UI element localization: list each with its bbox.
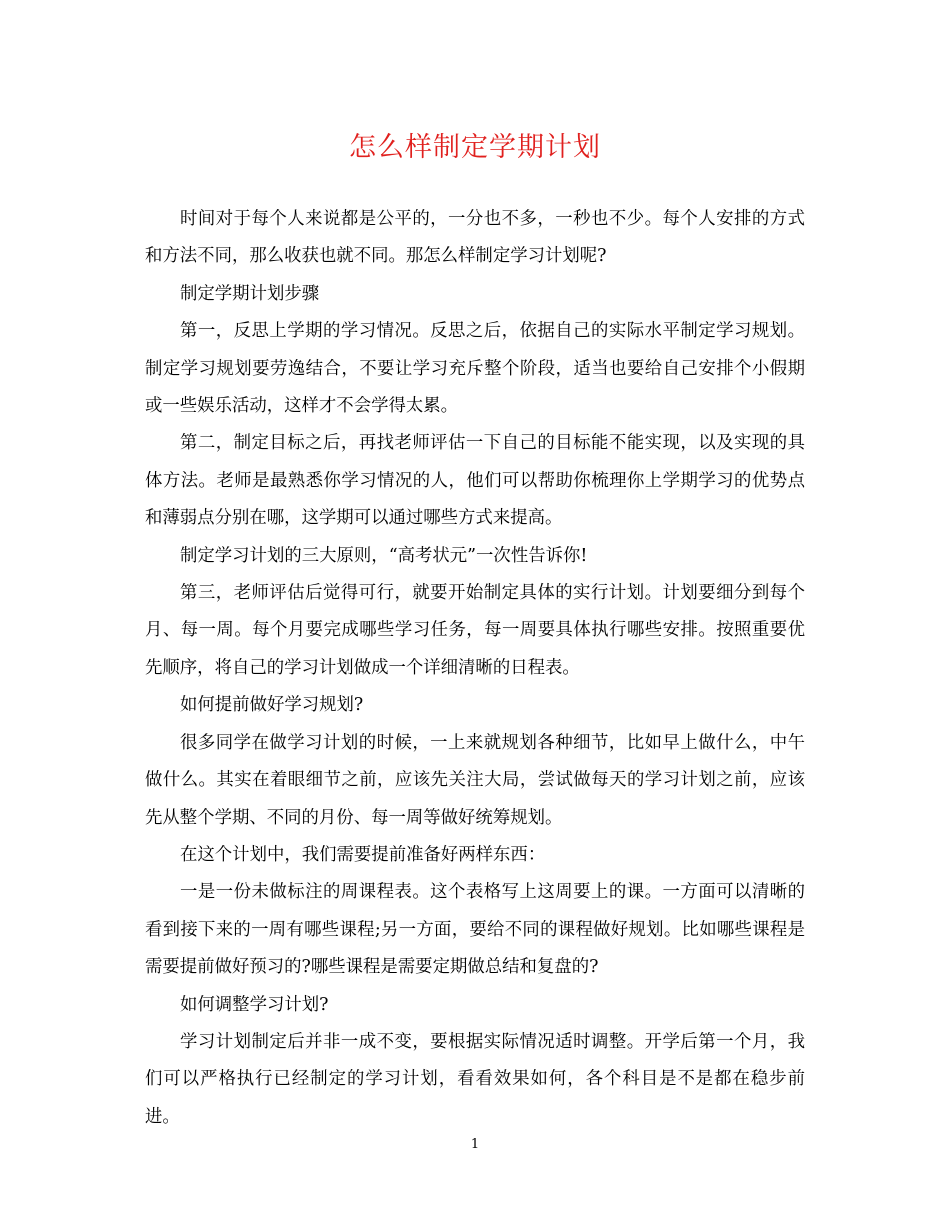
document-body [145, 201, 805, 1136]
paragraph-planning-heading: 如何提前做好学习规划? [180, 695, 364, 716]
paragraph-principles: 制定学习计划的三大原则，“高考状元”一次性告诉你! [180, 545, 588, 566]
paragraph-planning-body: 很多同学在做学习计划的时候，一上来就规划各种细节，比如早上做什么，中午做什么。其实在着眼细节之前，应该先关注大局，尝试做每天的学习计划之前，应该先从整个学期、不同的月份、每一周等做好统筹规划。 [145, 732, 805, 828]
document-title: 怎么样制定学期计划 [349, 132, 601, 163]
paragraph-two-things: 在这个计划中，我们需要提前准备好两样东西： [180, 844, 546, 865]
paragraph-steps-heading: 制定学期计划步骤 [180, 283, 320, 304]
page-number: 1 [470, 1137, 480, 1152]
paragraph-step-two: 第二，制定目标之后，再找老师评估一下自己的目标能不能实现，以及实现的具体方法。老师是最熟悉你学习情况的人，他们可以帮助你梳理你上学期学习的优势点和薄弱点分别在哪，这学期可以通过哪些方式来提高。 [145, 433, 805, 529]
paragraph-adjust-heading: 如何调整学习计划? [180, 994, 329, 1015]
paragraph-intro: 时间对于每个人来说都是公平的，一分也不多，一秒也不少。每个人安排的方式和方法不同，那么收获也就不同。那怎么样制定学习计划呢? [145, 209, 805, 267]
paragraph-step-three: 第三，老师评估后觉得可行，就要开始制定具体的实行计划。计划要细分到每个月、每一周。每个月要完成哪些学习任务，每一周要具体执行哪些安排。按照重要优先顺序，将自己的学习计划做成一个详细清晰的日程表。 [145, 583, 805, 678]
paragraph-step-one: 第一，反思上学期的学习情况。反思之后，依据自己的实际水平制定学习规划。制定学习规划要劳逸结合，不要让学习充斥整个阶段，适当也要给自己安排个小假期或一些娱乐活动，这样才不会学得太累。 [145, 321, 805, 417]
paragraph-schedule: 一是一份未做标注的周课程表。这个表格写上这周要上的课。一方面可以清晰的看到接下来的一周有哪些课程;另一方面，要给不同的课程做好规划。比如哪些课程是需要提前做好预习的?哪些课程是需要定期做总结和复盘的? [145, 882, 805, 978]
paragraph-adjust-body: 学习计划制定后并非一成不变，要根据实际情况适时调整。开学后第一个月，我们可以严格执行已经制定的学习计划，看看效果如何，各个科目是不是都在稳步前进。 [145, 1031, 805, 1127]
